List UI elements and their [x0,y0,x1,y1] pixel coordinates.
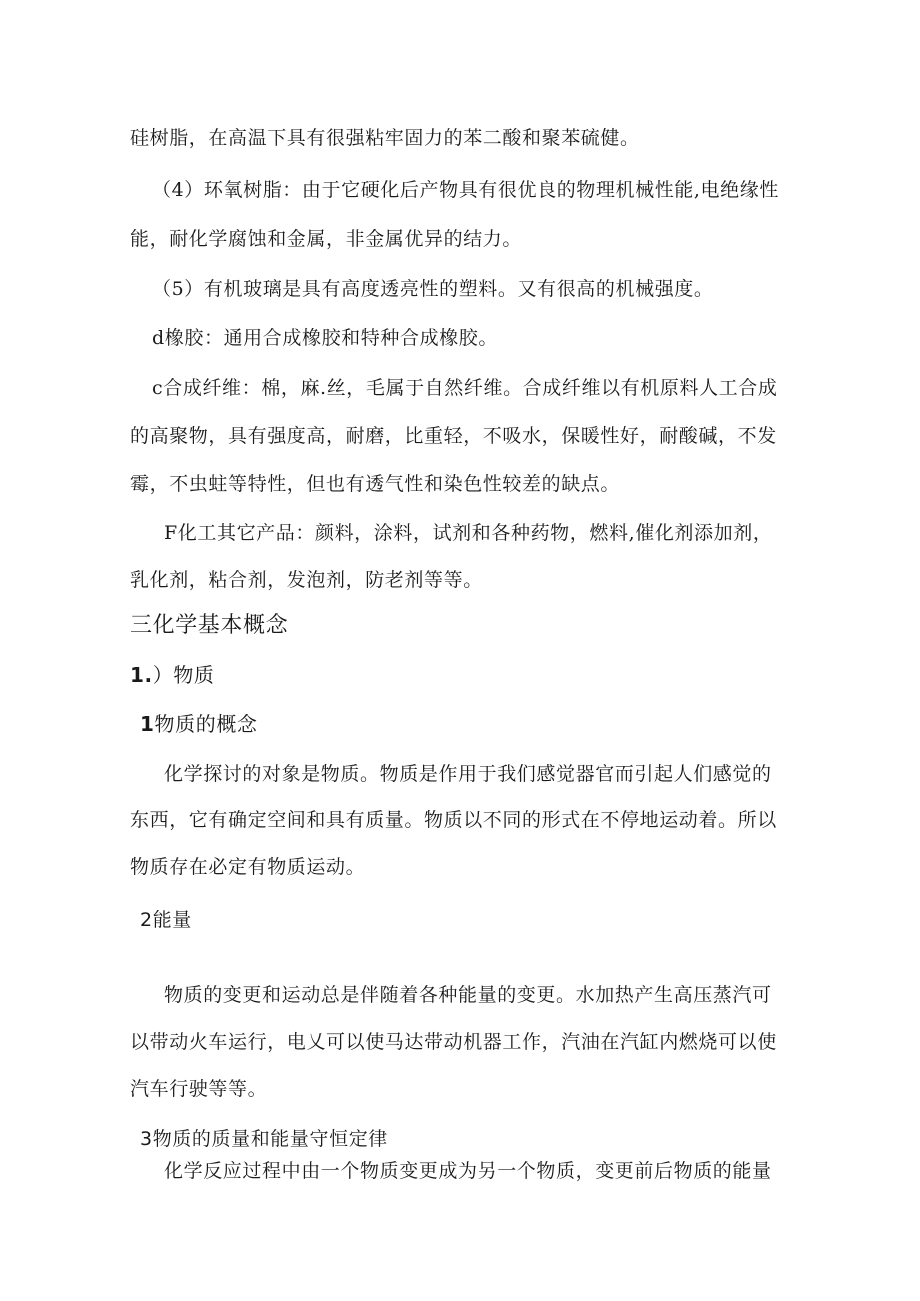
heading-text: ）物质 [152,663,215,687]
paragraph-line: 化学探讨的对象是物质。物质是作用于我们感觉器官而引起人们感觉的 [164,763,772,785]
subsection-heading: 3物质的质量和能量守恒定律 [140,1128,388,1150]
subsection-heading [130,663,215,687]
paragraph-line: 乳化剂，粘合剂，发泡剂，防老剂等等。 [130,569,483,591]
paragraph-line: 能，耐化学腐蚀和金属，非金属优异的结力。 [130,228,523,250]
paragraph-line: 化学反应过程中由一个物质变更成为另一个物质，变更前后物质的能量 [164,1160,772,1182]
paragraph-line: （4）环氧树脂：由于它硬化后产物具有很优良的物理机械性能,电绝缘性 [152,179,779,201]
paragraph-line: 物质存在必定有物质运动。 [130,856,366,878]
subsection-heading: 2能量 [140,909,192,931]
heading-text: 物质的概念 [154,712,258,736]
paragraph-line: 硅树脂，在高温下具有很强粘牢固力的苯二酸和聚苯硫健。 [130,127,640,149]
paragraph-line: 的高聚物，具有强度高，耐磨，比重轻，不吸水，保暖性好，耐酸碱，不发 [130,425,777,447]
subsection-heading [140,712,258,736]
paragraph-line: 物质的变更和运动总是伴随着各种能量的变更。水加热产生高压蒸汽可 [164,984,772,1006]
paragraph-line: 以带动火车运行，电乂可以使马达带动机器工作，汽油在汽缸内燃烧可以使 [130,1031,777,1053]
paragraph-line: （5）有机玻璃是具有高度透亮性的塑料。又有很高的机械强度。 [152,278,714,300]
section-heading: 三化学基本概念 [130,613,289,638]
paragraph-line: 东西，它有确定空间和具有质量。物质以不同的形式在不停地运动着。所以 [130,809,777,831]
paragraph-line: 汽车行驶等等。 [130,1078,268,1100]
paragraph-line: d橡胶：通用合成橡胶和特种合成橡胶。 [152,327,498,349]
paragraph-line: F化工其它产品：颜料，涂料，试剂和各种药物，燃料,催化剂添加剂， [164,522,773,544]
heading-number: 1 [140,712,155,736]
paragraph-line: 霉，不虫蛀等特性，但也有透气性和染色性较差的缺点。 [130,473,621,495]
paragraph-line: c合成纤维：棉，麻.丝，毛属于自然纤维。合成纤维以有机原料人工合成 [152,377,778,399]
heading-number: 1. [130,663,153,687]
